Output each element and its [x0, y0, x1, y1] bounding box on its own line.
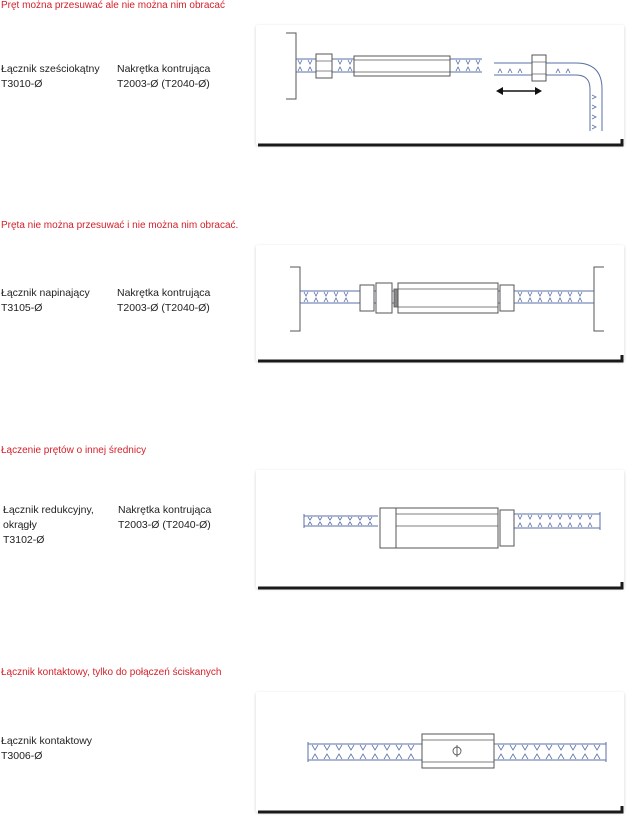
diagram-frame [256, 692, 624, 812]
nut-code: T2003-Ø (T2040-Ø) [118, 519, 211, 531]
nut-name: Nakrętka kontrująca [118, 504, 212, 516]
nut-label [117, 286, 210, 316]
connector-label [1, 286, 90, 316]
diagram-frame [256, 470, 624, 588]
connector-label [3, 503, 94, 548]
hex-connector-body [354, 56, 450, 76]
tension-connector-diagram [256, 245, 624, 363]
nut-code: T2003-Ø (T2040-Ø) [117, 302, 210, 314]
wall-bracket-right [594, 267, 604, 331]
contact-connector-body [422, 734, 494, 768]
diagram-frame [256, 245, 624, 361]
lock-nut-right [500, 285, 514, 311]
lock-nut-left [380, 508, 396, 548]
connector-code: T3010-Ø [1, 78, 43, 90]
connector-name: Łącznik kontaktowy [1, 735, 93, 747]
wall-bracket-left [286, 33, 296, 99]
connector-label [1, 62, 100, 92]
lock-nut-right [532, 55, 546, 81]
lock-nut-left [316, 54, 332, 78]
wall-bracket-left [290, 267, 300, 331]
connector-name: Łącznik redukcyjny, [3, 504, 94, 516]
connector-code: T3102-Ø [3, 534, 45, 546]
reducer-connector-diagram [256, 470, 624, 590]
nut-label [117, 62, 210, 92]
section-title: Łącznik kontaktowy, tylko do połączeń ściskanych [1, 667, 222, 678]
connector-name: Łącznik sześciokątny [1, 63, 100, 75]
diagram-frame [256, 25, 624, 145]
section-title: Pręt można przesuwać ale nie można nim obracać [1, 0, 225, 11]
nut-name: Nakrętka kontrująca [117, 287, 211, 299]
nut-name: Nakrętka kontrująca [117, 63, 211, 75]
nut-code: T2003-Ø (T2040-Ø) [117, 78, 210, 90]
section-title: Pręta nie można przesuwać i nie można nim obracać. [1, 220, 239, 231]
rebar-small [304, 514, 378, 528]
connector-code: T3006-Ø [1, 750, 43, 762]
rebar-large [500, 512, 600, 530]
double-arrow-icon [496, 87, 542, 95]
hex-connector-diagram [256, 25, 624, 147]
rebar-right-bent [494, 63, 602, 131]
contact-connector-diagram [256, 692, 624, 814]
nut-label [118, 503, 211, 533]
connector-name: Łącznik napinający [1, 287, 90, 299]
lock-nut-right [500, 510, 514, 546]
connector-name: okrągły [3, 519, 37, 531]
connector-code: T3105-Ø [1, 302, 43, 314]
section-title: Łączenie prętów o innej średnicy [1, 445, 147, 456]
connector-label [1, 734, 92, 764]
tension-connector-body [398, 283, 498, 313]
lock-nut-left [360, 285, 374, 311]
